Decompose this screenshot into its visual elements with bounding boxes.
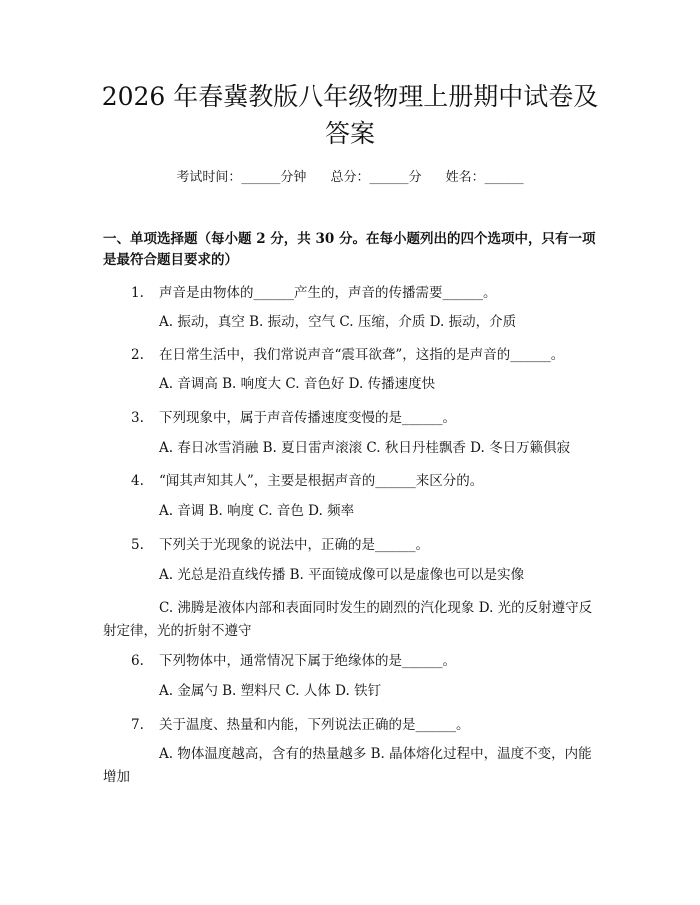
question-5-options: A. 光总是沿直线传播 B. 平面镜成像可以是虚像也可以是实像 — [159, 567, 525, 583]
question-4 — [131, 471, 483, 491]
question-4-options: A. 音调 B. 响度 C. 音色 D. 频率 — [159, 503, 355, 519]
section-heading-line-1: 一、单项选择题（每小题 2 分，共 30 分。在每小题列出的四个选项中，只有一项 — [103, 231, 596, 247]
total-score-field: 总分：______分 — [330, 170, 422, 185]
exam-time-field: 考试时间：______分钟 — [176, 170, 307, 185]
question-number: 6. — [131, 653, 144, 669]
question-text: 关于温度、热量和内能，下列说法正确的是______。 — [159, 717, 470, 733]
question-2 — [131, 345, 564, 365]
question-text: 在日常生活中，我们常说声音“震耳欲聋”，这指的是声音的______。 — [159, 347, 565, 363]
section-heading — [103, 229, 598, 271]
question-6-options: A. 金属勺 B. 塑料尺 C. 人体 D. 铁钉 — [159, 683, 382, 699]
question-text: 下列现象中，属于声音传播速度变慢的是______。 — [159, 410, 456, 426]
title-line-2: 答案 — [324, 119, 375, 148]
question-text: “闻其声知其人”，主要是根据声音的______来区分的。 — [159, 473, 484, 489]
question-5 — [131, 535, 429, 555]
question-text: 声音是由物体的______产生的，声音的传播需要______。 — [159, 285, 497, 301]
question-1 — [131, 283, 497, 303]
question-2-options: A. 音调高 B. 响度大 C. 音色好 D. 传播速度快 — [159, 376, 436, 392]
question-7 — [131, 715, 470, 735]
question-5-options-continued: C. 沸腾是液体内部和表面同时发生的剧烈的汽化现象 D. 光的反射遵守反射定律，光的折射不遵守 — [103, 600, 593, 639]
question-number: 2. — [131, 347, 144, 363]
question-1-options: A. 振动，真空 B. 振动，空气 C. 压缩，介质 D. 振动，介质 — [159, 314, 517, 330]
exam-info — [0, 169, 700, 187]
question-number: 3. — [131, 410, 144, 426]
question-text: 下列关于光现象的说法中，正确的是______。 — [159, 537, 429, 553]
question-6 — [131, 651, 456, 671]
question-3 — [131, 408, 456, 428]
document-title — [0, 78, 700, 152]
question-number: 7. — [131, 717, 144, 733]
question-number: 5. — [131, 537, 144, 553]
question-7-options: A. 物体温度越高，含有的热量越多 B. 晶体熔化过程中，温度不变，内能增加 — [103, 746, 592, 785]
student-name-field: 姓名：______ — [445, 170, 524, 185]
title-line-1: 2026 年春冀教版八年级物理上册期中试卷及 — [101, 82, 599, 111]
question-text: 下列物体中，通常情况下属于绝缘体的是______。 — [159, 653, 456, 669]
question-number: 4. — [131, 473, 144, 489]
section-heading-line-2: 是最符合题目要求的） — [103, 252, 238, 268]
question-3-options: A. 春日冰雪消融 B. 夏日雷声滚滚 C. 秋日丹桂飘香 D. 冬日万籁俱寂 — [159, 440, 571, 456]
question-number: 1. — [131, 285, 144, 301]
